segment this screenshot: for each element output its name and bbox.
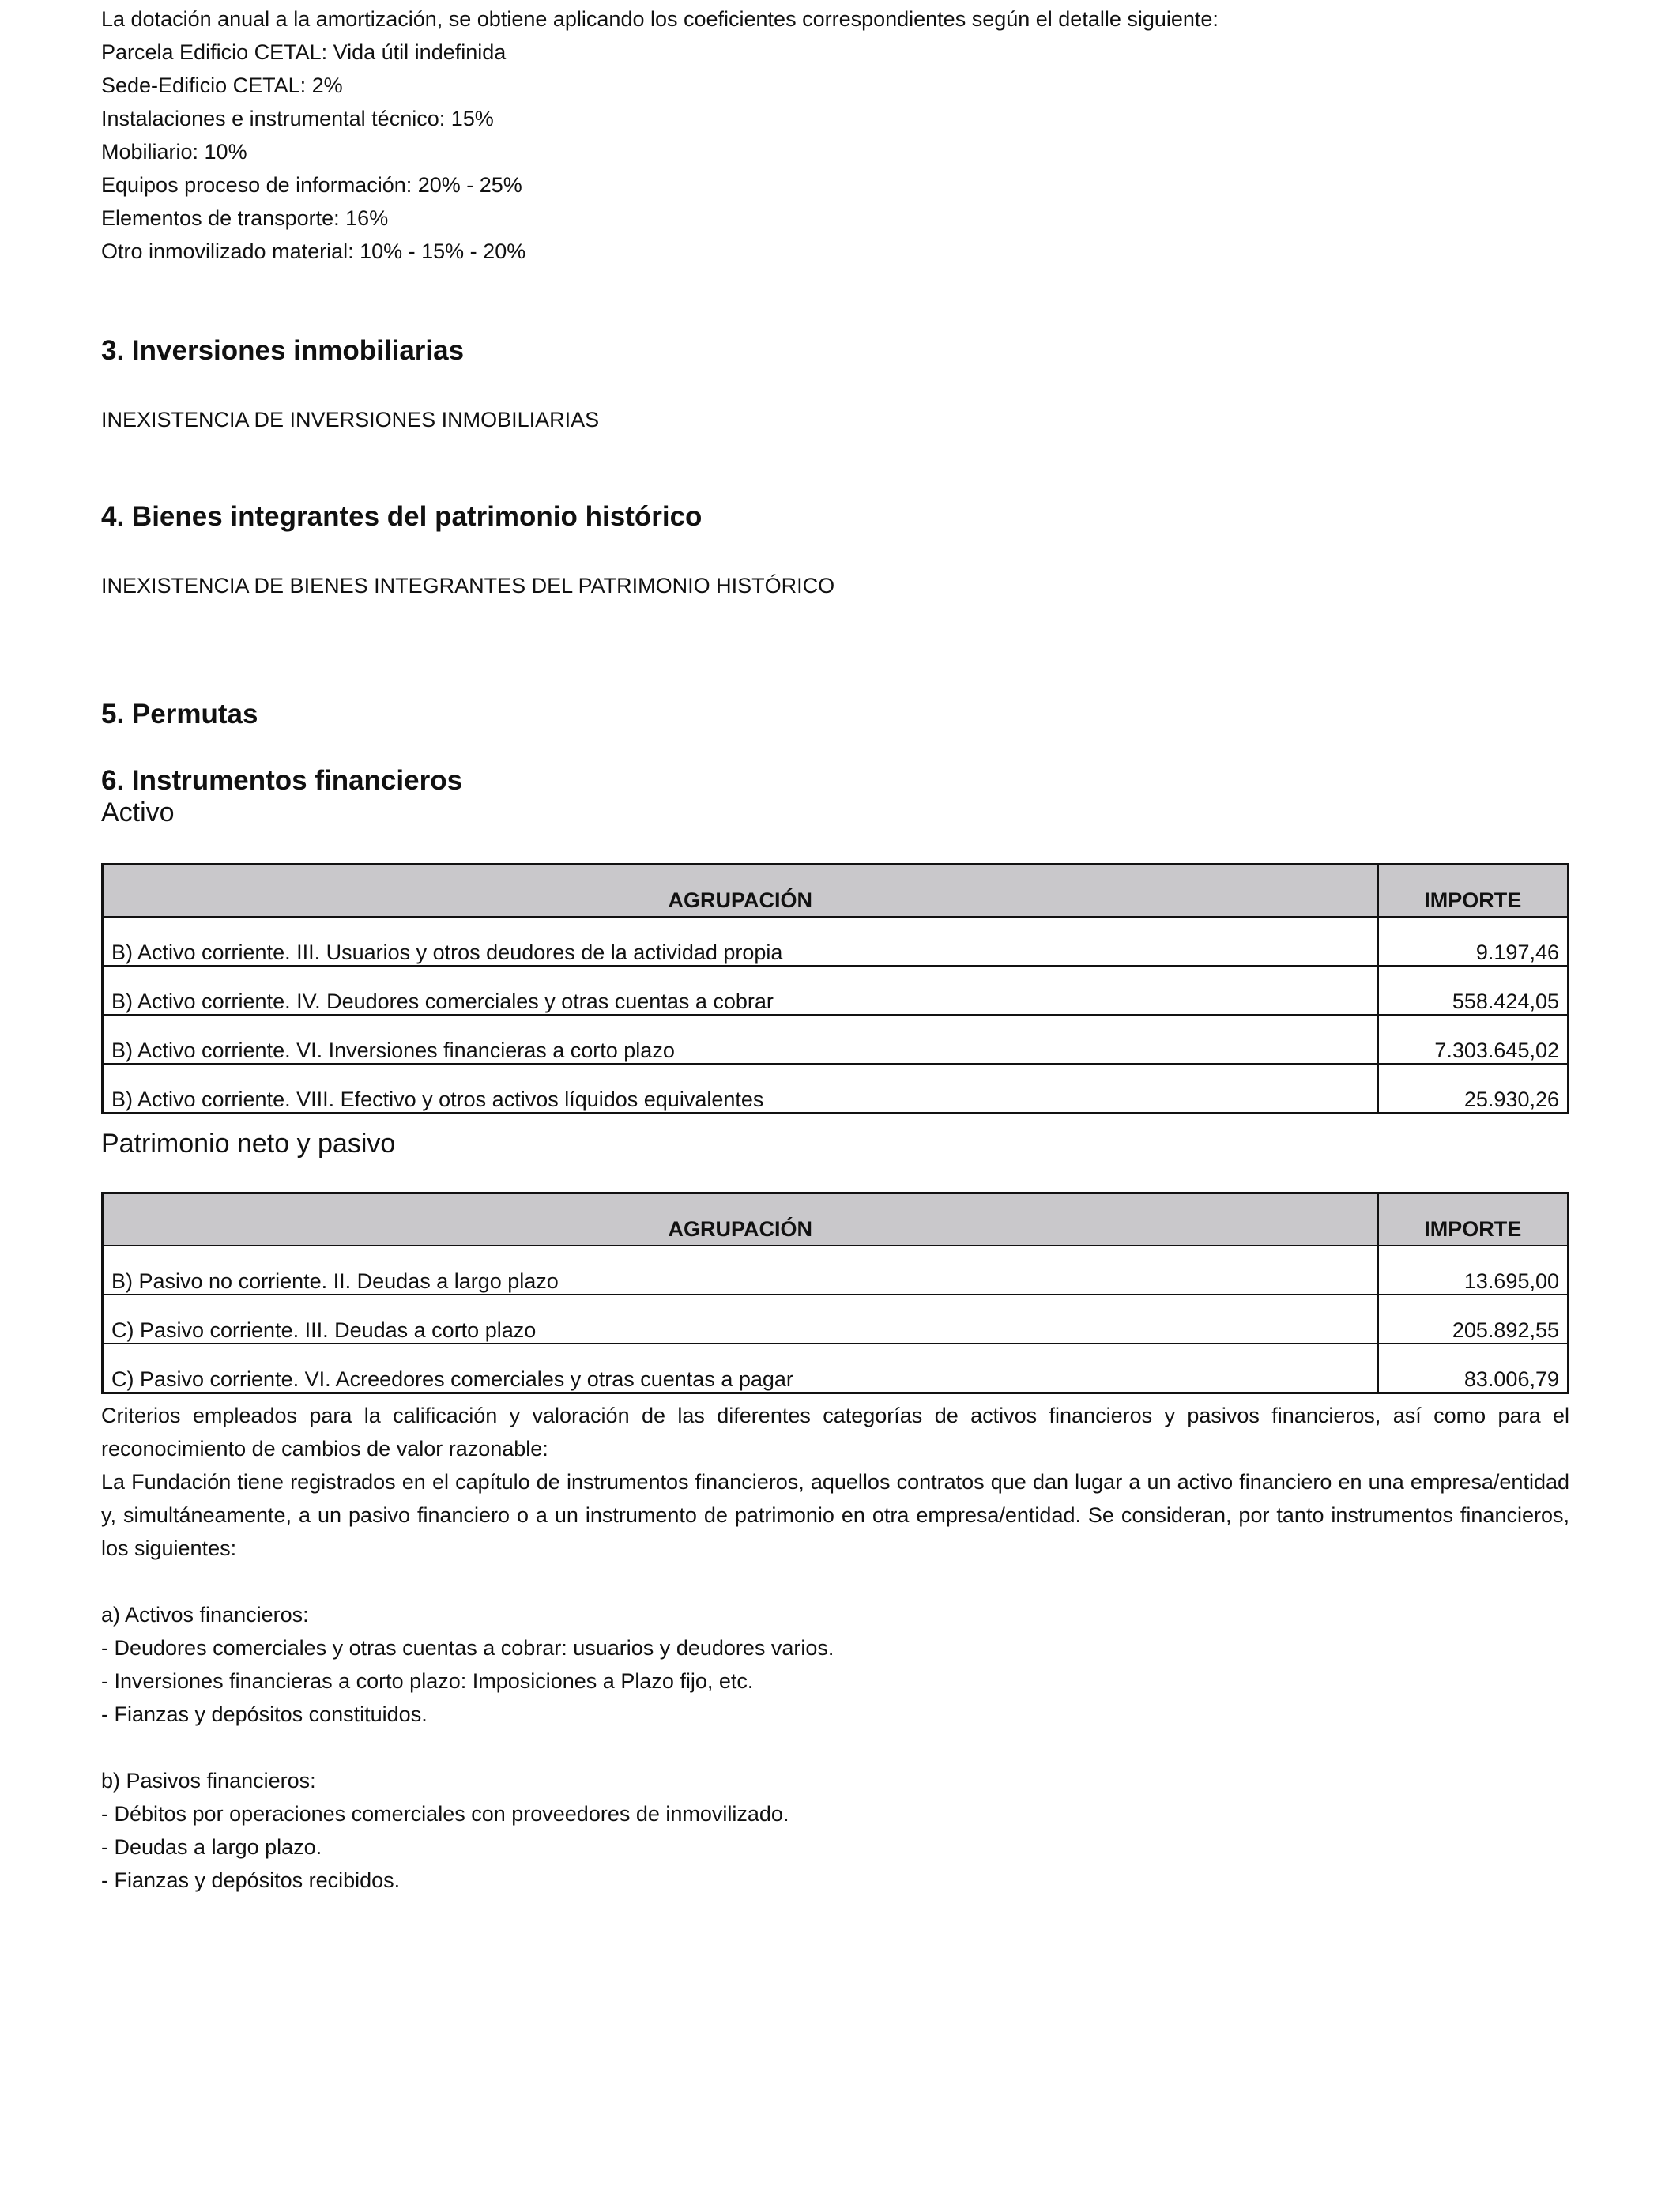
row-label: B) Pasivo no corriente. II. Deudas a largo plazo (103, 1246, 1378, 1295)
activo-table (101, 863, 1569, 1114)
criteria-paragraph-2: La Fundación tiene registrados en el capítulo de instrumentos financieros, aquellos contratos que dan lugar a un activo financiero en una empresa/entidad y, simultáneamente, a un pasivo financiero o a un instrumento de patrimonio en otra empresa/entidad. Se consideran, por tanto instrumentos financieros, los siguientes: (101, 1470, 1569, 1560)
section-4-text: INEXISTENCIA DE BIENES INTEGRANTES DEL PATRIMONIO HISTÓRICO (101, 574, 835, 598)
pasivo-table (101, 1192, 1569, 1394)
section-3-title: 3. Inversiones inmobiliarias (101, 335, 465, 366)
table-row (103, 1344, 1569, 1393)
row-amount: 558.424,05 (1378, 966, 1569, 1015)
row-label: C) Pasivo corriente. VI. Acreedores comerciales y otras cuentas a pagar (103, 1344, 1378, 1393)
row-amount: 9.197,46 (1378, 917, 1569, 966)
amortization-item: Equipos proceso de información: 20% - 25% (101, 173, 522, 197)
financial-asset-item: - Inversiones financieras a corto plazo: Imposiciones a Plazo fijo, etc. (101, 1669, 754, 1693)
row-amount: 205.892,55 (1378, 1295, 1569, 1344)
financial-assets-title: a) Activos financieros: (101, 1603, 309, 1627)
column-header-agrupacion: AGRUPACIÓN (103, 1193, 1378, 1246)
pasivo-subtitle: Patrimonio neto y pasivo (101, 1129, 396, 1159)
column-header-importe: IMPORTE (1378, 1193, 1569, 1246)
column-header-agrupacion: AGRUPACIÓN (103, 865, 1378, 918)
amortization-lead: La dotación anual a la amortización, se obtiene aplicando los coeficientes correspondientes según el detalle siguiente: (101, 7, 1219, 31)
financial-liability-item: - Deudas a largo plazo. (101, 1835, 322, 1859)
row-label: B) Activo corriente. III. Usuarios y otros deudores de la actividad propia (103, 917, 1378, 966)
row-amount: 83.006,79 (1378, 1344, 1569, 1393)
row-label: B) Activo corriente. VI. Inversiones financieras a corto plazo (103, 1015, 1378, 1064)
table-row (103, 1246, 1569, 1295)
criteria-block (101, 1399, 1569, 1897)
table-row (103, 1295, 1569, 1344)
financial-asset-item: - Deudores comerciales y otras cuentas a cobrar: usuarios y deudores varios. (101, 1636, 834, 1660)
column-header-importe: IMPORTE (1378, 865, 1569, 918)
row-amount: 25.930,26 (1378, 1064, 1569, 1114)
table-row (103, 966, 1569, 1015)
amortization-item: Elementos de transporte: 16% (101, 206, 389, 230)
section-5-title: 5. Permutas (101, 699, 258, 729)
financial-liabilities-title: b) Pasivos financieros: (101, 1769, 316, 1793)
row-label: B) Activo corriente. VIII. Efectivo y otros activos líquidos equivalentes (103, 1064, 1378, 1114)
activo-subtitle: Activo (101, 797, 175, 827)
row-amount: 7.303.645,02 (1378, 1015, 1569, 1064)
amortization-item: Parcela Edificio CETAL: Vida útil indefinida (101, 40, 507, 64)
amortization-item: Otro inmovilizado material: 10% - 15% - 20% (101, 239, 526, 263)
table-row (103, 1015, 1569, 1064)
financial-liability-item: - Fianzas y depósitos recibidos. (101, 1868, 401, 1892)
table-row (103, 917, 1569, 966)
table-row (103, 1064, 1569, 1114)
table-header-row (103, 1193, 1569, 1246)
financial-liability-item: - Débitos por operaciones comerciales con proveedores de inmovilizado. (101, 1802, 789, 1826)
row-label: C) Pasivo corriente. III. Deudas a corto plazo (103, 1295, 1378, 1344)
amortization-block (101, 2, 1219, 268)
financial-asset-item: - Fianzas y depósitos constituidos. (101, 1702, 428, 1726)
section-4-title: 4. Bienes integrantes del patrimonio histórico (101, 501, 703, 532)
row-label: B) Activo corriente. IV. Deudores comerciales y otras cuentas a cobrar (103, 966, 1378, 1015)
amortization-item: Instalaciones e instrumental técnico: 15% (101, 107, 494, 130)
table-header-row (103, 865, 1569, 918)
row-amount: 13.695,00 (1378, 1246, 1569, 1295)
amortization-item: Sede-Edificio CETAL: 2% (101, 74, 343, 97)
section-6-title: 6. Instrumentos financieros (101, 765, 463, 796)
criteria-paragraph-1: Criterios empleados para la calificación y valoración de las diferentes categorías de activos financieros y pasivos financieros, así como para el reconocimiento de cambios de valor razonable: (101, 1404, 1569, 1461)
amortization-item: Mobiliario: 10% (101, 140, 247, 164)
section-3-text: INEXISTENCIA DE INVERSIONES INMOBILIARIAS (101, 408, 600, 432)
